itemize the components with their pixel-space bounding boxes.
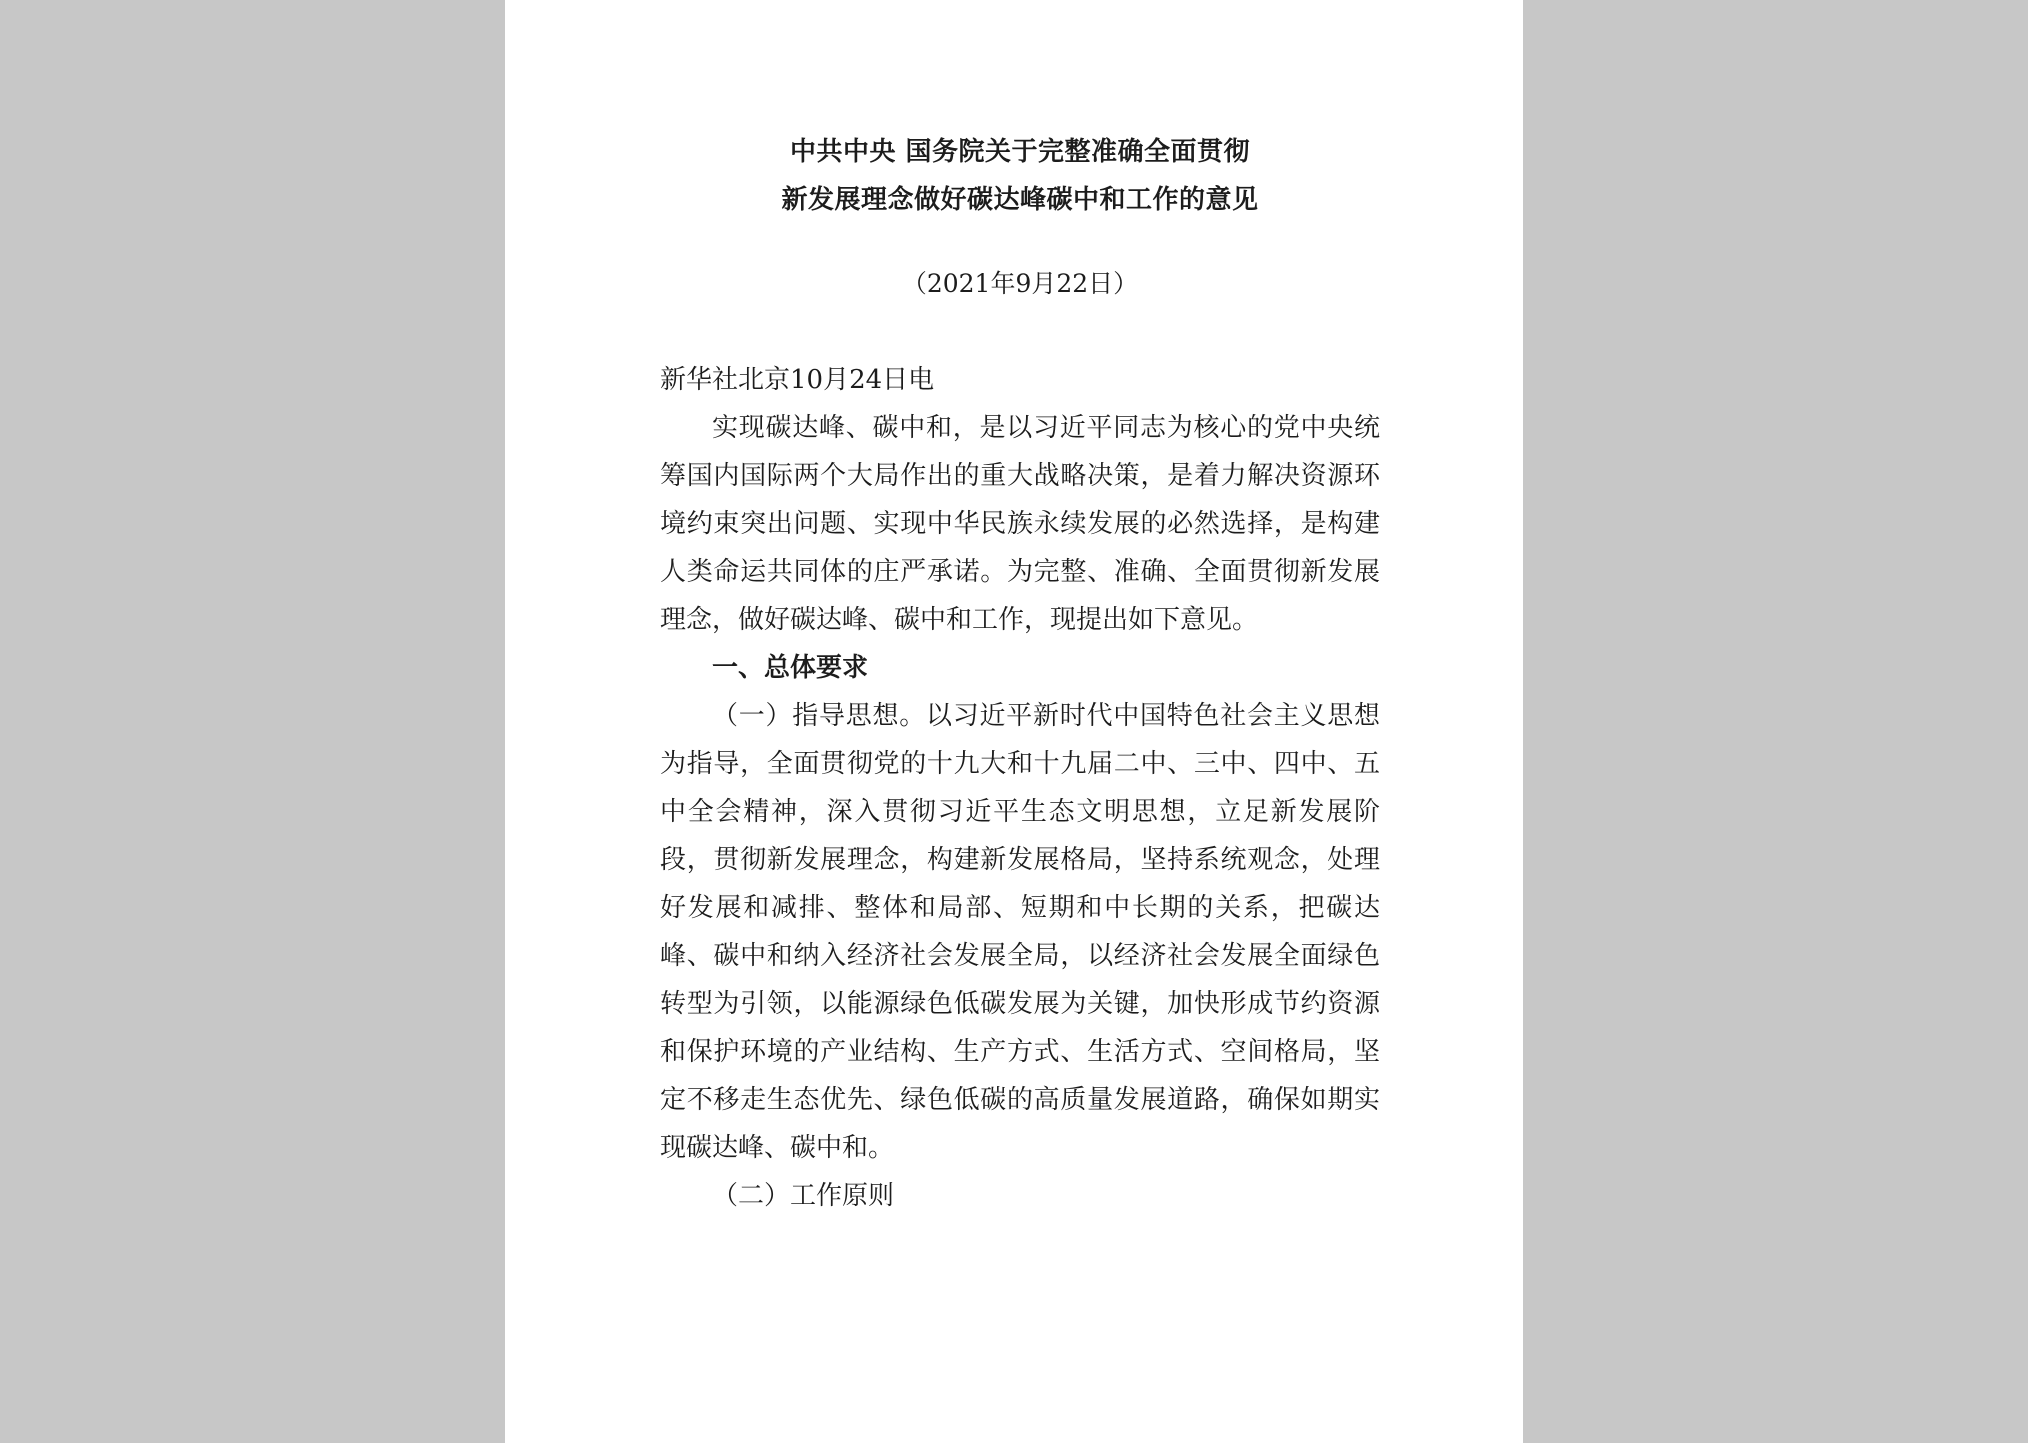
document-title: [660, 128, 1380, 224]
section-heading-overall-requirements: 一、总体要求: [712, 653, 869, 683]
title-line-2: 新发展理念做好碳达峰碳中和工作的意见: [781, 185, 1259, 215]
document-page: [505, 0, 1523, 1443]
news-dateline: 新华社北京10月24日电: [660, 365, 935, 395]
guiding-thought-paragraph: （一）指导思想。以习近平新时代中国特色社会主义思想为指导，全面贯彻党的十九大和十九届二中、三中、四中、五中全会精神，深入贯彻习近平生态文明思想，立足新发展阶段，贯彻新发展理念，构建新发展格局，坚持系统观念，处理好发展和减排、整体和局部、短期和中长期的关系，把碳达峰、碳中和纳入经济社会发展全局，以经济社会发展全面绿色转型为引领，以能源绿色低碳发展为关键，加快形成节约资源和保护环境的产业结构、生产方式、生活方式、空间格局，坚定不移走生态优先、绿色低碳的高质量发展道路，确保如期实现碳达峰、碳中和。: [660, 701, 1380, 1163]
subheading-work-principles: （二）工作原则: [712, 1181, 895, 1211]
document-date: （2021年9月22日）: [901, 269, 1139, 298]
title-line-1: 中共中央 国务院关于完整准确全面贯彻: [789, 137, 1251, 167]
document-content: [660, 128, 1380, 1220]
intro-paragraph: 实现碳达峰、碳中和，是以习近平同志为核心的党中央统筹国内国际两个大局作出的重大战略决策，是着力解决资源环境约束突出问题、实现中华民族永续发展的必然选择，是构建人类命运共同体的庄严承诺。为完整、准确、全面贯彻新发展理念，做好碳达峰、碳中和工作，现提出如下意见。: [660, 413, 1380, 635]
